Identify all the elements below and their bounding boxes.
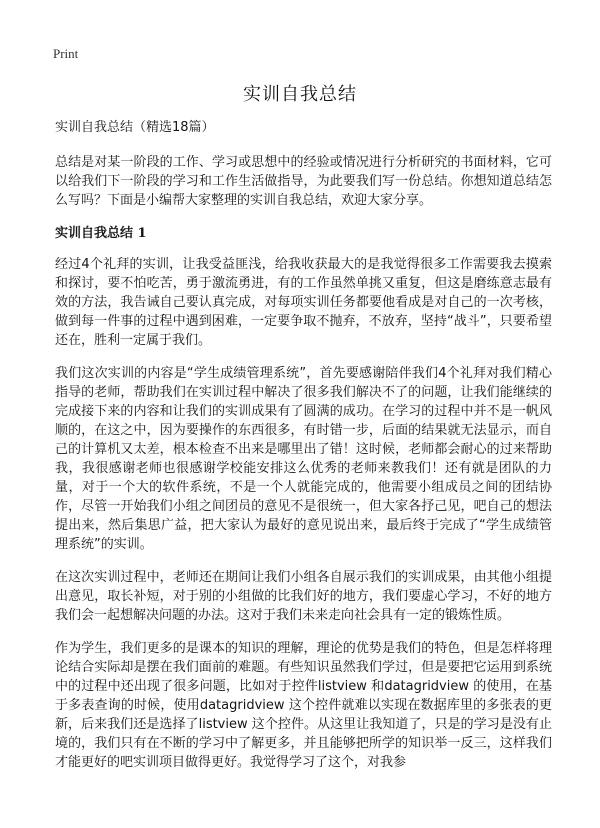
article-body: [55, 118, 552, 786]
article-subtitle: 实训自我总结（精选18篇）: [55, 120, 215, 135]
print-link[interactable]: Print: [53, 46, 79, 61]
body-paragraph: 经过4个礼拜的实训，让我受益匪浅，给我收获最大的是我觉得很多工作需要我去摸索和探讨，要不怕吃苦，勇于激流勇进，有的工作虽然单挑又重复，但这是磨练意志最有效的方法，我告诫自己要认真完成，对每项实训任务都要他看成是对自己的一次考核，做到每一件事的过程中遇到困难，一定要争取不抛弃，不放弃，坚持“战斗”，只要希望还在，胜利一定属于我们。: [55, 257, 552, 348]
body-paragraph: 作为学生，我们更多的是课本的知识的理解，理论的优势是我们的特色，但是怎样将理论结合实际却是摆在我们面前的难题。有些知识虽然我们学过，但是要把它运用到系统中的过程中还出现了很多问题，比如对于控件listview 和datagridview 的使用，在基于多表查询的时候，使用datagridview 这个控件就难以实现在数据库里的多张表的更新，后来我们还是选择了listview 这个控件。从这里让我知道了，只是的学习是没有止境的，我们只有在不断的学习中了解更多，并且能够把所学的知识举一反三，这样我们才能更好的吧实训项目做得更好。我觉得学习了这个，对我参: [55, 641, 552, 770]
body-paragraph: 我们这次实训的内容是“学生成绩管理系统”，首先要感谢陪伴我们4个礼拜对我们精心指导的老师，帮助我们在实训过程中解决了很多我们解决不了的问题，让我们能继续的完成接下来的内容和让我们的实训成果有了圆满的成功。在学习的过程中并不是一帆风顺的，在这之中，因为要操作的东西很多，有时错一步，后面的结果就无法显示，而自己的计算机又太差，根本检查不出来是哪里出了错！这时候，老师都会耐心的过来帮助我，我很感谢老师也很感谢学校能安排这么优秀的老师来教我们！还有就是团队的力量，对于一个大的软件系统，不是一个人就能完成的，他需要小组成员之间的团结协作，尽管一开始我们小组之间团员的意见不是很统一，但大家各抒己见，吧自己的想法提出来，然后集思广益，把大家认为最好的意见说出来，最后终于完成了“学生成绩管理系统”的实训。: [55, 366, 552, 552]
page-title: 实训自我总结: [243, 84, 357, 105]
intro-paragraph: 总结是对某一阶段的工作、学习或思想中的经验或情况进行分析研究的书面材料，它可以给我们下一阶段的学习和工作生活做指导，为此要我们写一份总结。你想知道总结怎么写吗？下面是小编帮大家整理的实训自我总结，欢迎大家分享。: [55, 155, 552, 208]
body-paragraph: 在这次实训过程中，老师还在期间让我们小组各自展示我们的实训成果，由其他小组提出意见，取长补短，对于别的小组做的比我们好的地方，我们要虚心学习，不好的地方我们会一起想解决问题的办法。这对于我们未来走向社会具有一定的锻炼性质。: [55, 570, 552, 623]
section-heading: 实训自我总结 1: [55, 226, 147, 241]
